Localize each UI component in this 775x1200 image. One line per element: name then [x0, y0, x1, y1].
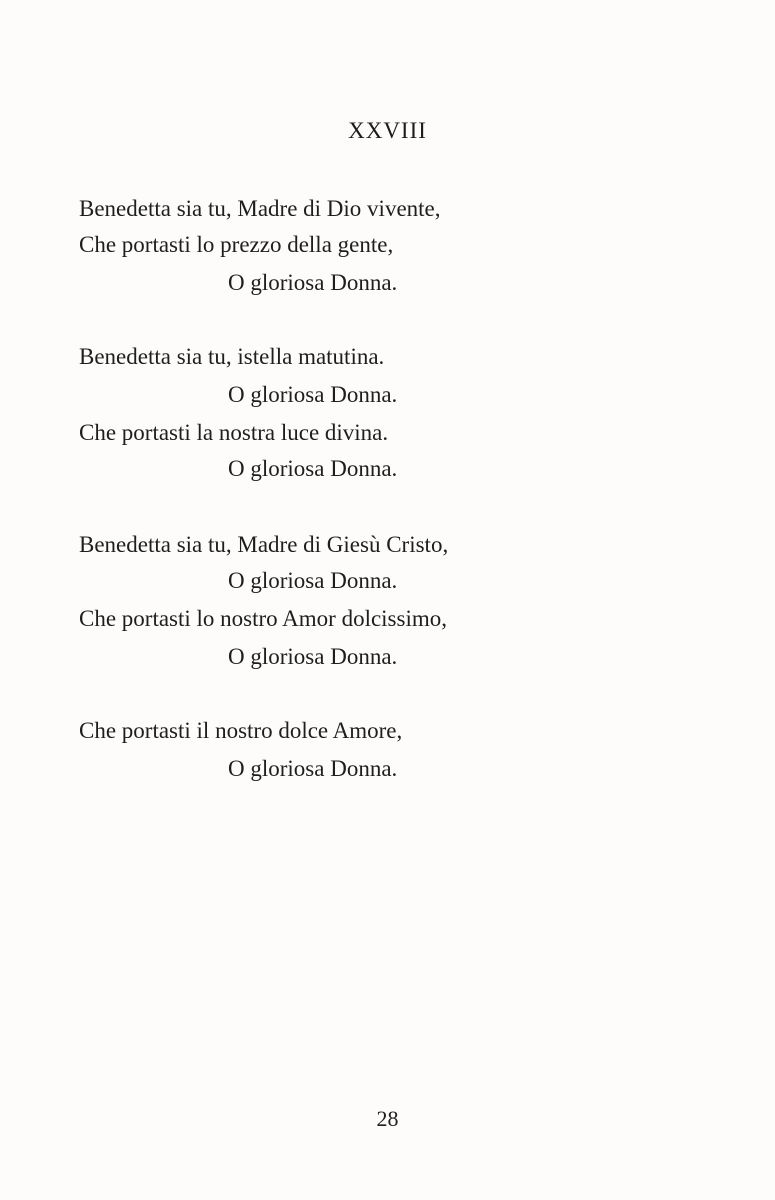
- page-number: 28: [376, 1106, 399, 1131]
- refrain-line: O gloriosa Donna.: [228, 644, 398, 669]
- refrain-line: O gloriosa Donna.: [228, 382, 398, 407]
- poem-line: Che portasti lo prezzo della gente,: [79, 232, 394, 257]
- poem-line: Che portasti il nostro dolce Amore,: [79, 718, 403, 743]
- poem-line: Benedetta sia tu, istella matutina.: [79, 344, 385, 369]
- refrain-line: O gloriosa Donna.: [228, 756, 398, 781]
- poem-line: Che portasti la nostra luce divina.: [79, 420, 389, 445]
- poem-line: Benedetta sia tu, Madre di Giesù Cristo,: [79, 532, 449, 557]
- refrain-line: O gloriosa Donna.: [228, 568, 398, 593]
- poem-line: Che portasti lo nostro Amor dolcissimo,: [79, 606, 447, 631]
- poem-line: Benedetta sia tu, Madre di Dio vivente,: [79, 196, 441, 221]
- poem-heading: XXVIII: [348, 118, 427, 143]
- show-through: [478, 200, 632, 226]
- refrain-line: O gloriosa Donna.: [228, 456, 398, 481]
- refrain-line: O gloriosa Donna.: [228, 270, 398, 295]
